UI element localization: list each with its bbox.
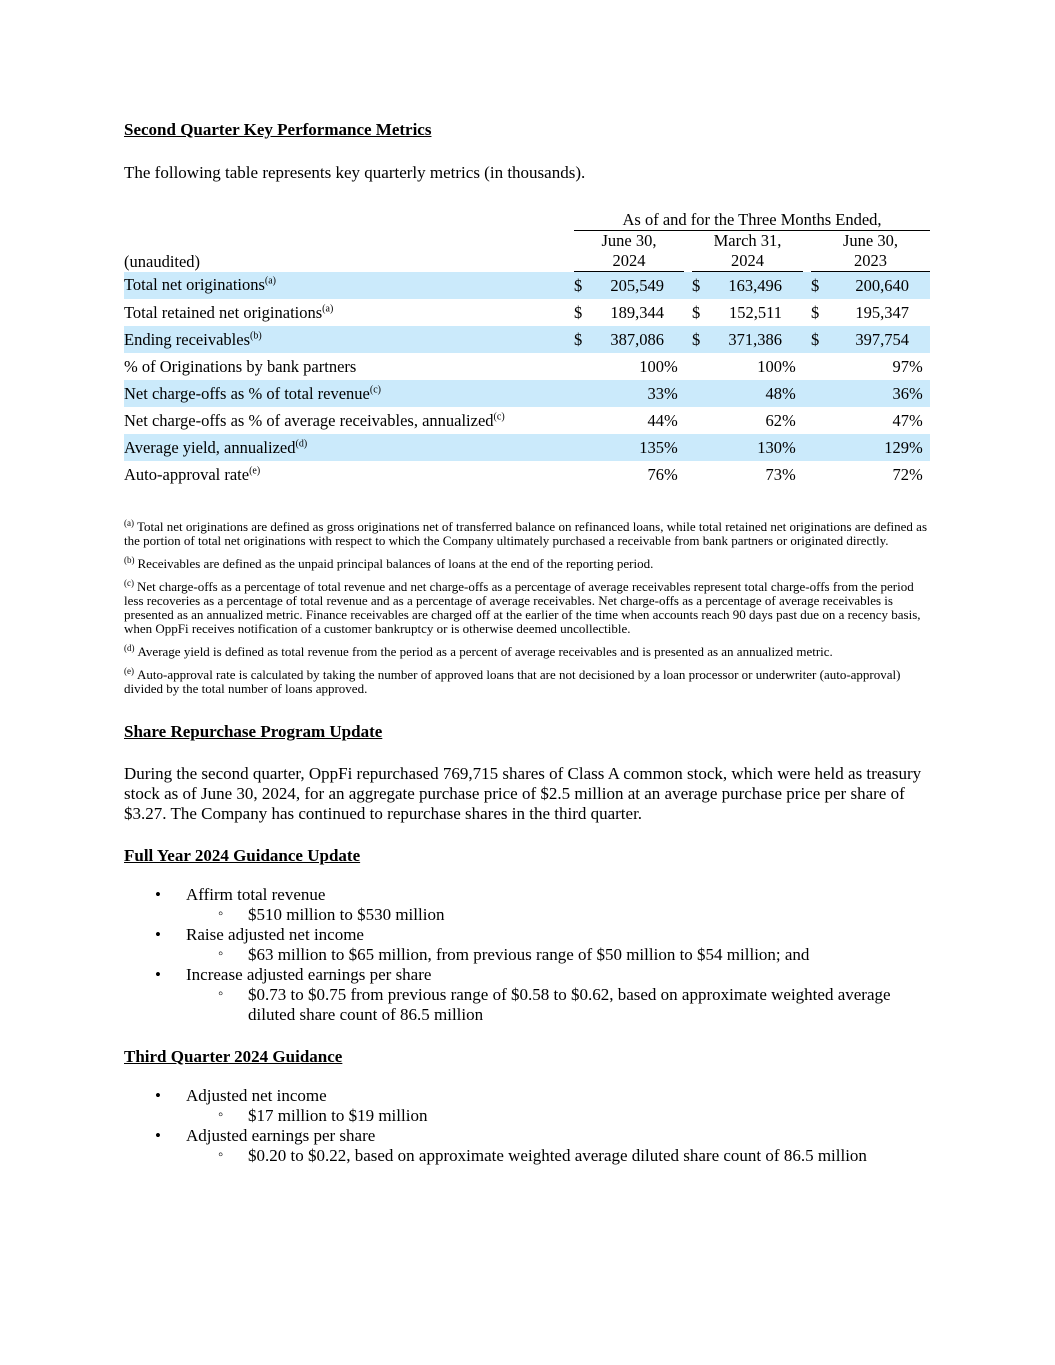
currency-cell: $ — [811, 329, 820, 349]
list-item-label: Affirm total revenue — [186, 885, 326, 904]
list-item — [124, 1086, 930, 1106]
list-item — [124, 925, 930, 945]
period-month: June 30, — [601, 231, 657, 250]
row-label: Average yield, annualized$^{(d)}$ — [124, 437, 308, 457]
currency-cell — [811, 407, 837, 434]
unit-cell: % — [909, 383, 923, 403]
value-cell: 152,511 — [728, 302, 782, 322]
value-cell: 72 — [892, 464, 909, 484]
list-subitem — [124, 985, 930, 1025]
list-subitem-text: $0.20 to $0.22, based on approximate weighted average diluted share count of 86.5 million — [248, 1146, 867, 1165]
unit-cell — [664, 299, 684, 326]
table-period-month-row — [124, 231, 930, 252]
footnotes-block — [124, 517, 930, 696]
row-label: Net charge-offs as % of average receivables, annualized$^{(c)}$ — [124, 410, 505, 430]
currency-cell: $ — [692, 329, 701, 349]
table-row — [124, 353, 930, 380]
list-subitem-text: $63 million to $65 million, from previous range of $50 million to $54 million; and — [248, 945, 810, 964]
value-cell: 205,549 — [610, 275, 664, 295]
table-row — [124, 326, 930, 353]
value-cell: 47 — [892, 410, 909, 430]
footnote-marker: (a) — [124, 517, 134, 528]
circle-bullet-icon: ◦ — [218, 1107, 224, 1123]
list-item-label: Raise adjusted net income — [186, 925, 364, 944]
circle-bullet-icon: ◦ — [218, 1147, 224, 1163]
unit-cell: % — [664, 410, 678, 430]
bullet-icon: • — [155, 925, 161, 944]
span-header: As of and for the Three Months Ended, — [574, 210, 930, 231]
table-row — [124, 461, 930, 488]
bullet-icon: • — [155, 965, 161, 984]
unit-cell: % — [909, 356, 923, 376]
value-cell: 135 — [639, 437, 664, 457]
footnote-ref: (a) — [322, 303, 334, 314]
key-performance-metrics-table — [124, 210, 930, 488]
list-subitem — [124, 1106, 930, 1126]
value-cell: 44 — [647, 410, 664, 430]
row-label: Net charge-offs as % of total revenue$^{(c)}$ — [124, 383, 381, 403]
value-cell: 163,496 — [728, 275, 782, 295]
share-repurchase-heading: Share Repurchase Program Update — [124, 722, 383, 741]
unit-cell: % — [664, 437, 678, 457]
footnote-e: $^{(e)}$ Auto-approval rate is calculated by taking the number of approved loans that are not decisioned by a loan processor or underwriter (auto-approval) divided by the total number of loans approved. — [124, 665, 901, 696]
unit-cell: % — [909, 464, 923, 484]
table-row — [124, 380, 930, 407]
list-subitem-text: $510 million to $530 million — [248, 905, 445, 924]
unit-cell — [782, 299, 803, 326]
list-item — [124, 885, 930, 905]
value-cell: 200,640 — [855, 275, 909, 295]
footnote-marker: (e) — [124, 665, 134, 676]
currency-cell: $ — [574, 329, 583, 349]
unit-cell: % — [782, 437, 796, 457]
metrics-section-heading: Second Quarter Key Performance Metrics — [124, 120, 432, 139]
value-cell: 189,344 — [610, 302, 664, 322]
unit-cell — [909, 299, 930, 326]
currency-cell — [692, 461, 718, 488]
list-subitem — [124, 1146, 930, 1166]
unit-cell: % — [909, 437, 923, 457]
currency-cell — [692, 434, 718, 461]
circle-bullet-icon: ◦ — [218, 946, 224, 962]
bullet-icon: • — [155, 885, 161, 904]
period-month: March 31, — [713, 231, 782, 250]
currency-cell — [574, 461, 600, 488]
footnote-ref: (e) — [249, 465, 261, 476]
period-year: 2024 — [574, 251, 684, 272]
unit-cell: % — [782, 383, 796, 403]
currency-cell: $ — [692, 275, 701, 295]
unit-cell: % — [664, 464, 678, 484]
table-period-year-row — [124, 251, 930, 272]
value-cell: 73 — [765, 464, 782, 484]
currency-cell — [811, 380, 837, 407]
currency-cell — [574, 380, 600, 407]
footnote-marker: (d) — [124, 642, 135, 653]
currency-cell — [811, 461, 837, 488]
currency-cell: $ — [574, 302, 583, 322]
unaudited-label: (unaudited) — [124, 251, 201, 271]
value-cell: 195,347 — [855, 302, 909, 322]
value-cell: 48 — [765, 383, 782, 403]
row-label: % of Originations by bank partners — [124, 356, 357, 376]
row-label: Ending receivables$^{(b)}$ — [124, 329, 262, 349]
unit-cell — [909, 326, 930, 353]
currency-cell — [692, 407, 718, 434]
value-cell: 76 — [647, 464, 664, 484]
value-cell: 100 — [757, 356, 782, 376]
currency-cell — [811, 353, 837, 380]
value-cell: 97 — [892, 356, 909, 376]
circle-bullet-icon: ◦ — [218, 906, 224, 922]
list-subitem-text: $0.73 to $0.75 from previous range of $0.58 to $0.62, based on approximate weighted average diluted share count of 86.5 million — [248, 985, 891, 1024]
metrics-intro-text: The following table represents key quarterly metrics (in thousands). — [124, 163, 586, 182]
share-repurchase-body: During the second quarter, OppFi repurchased 769,715 shares of Class A common stock, which were held as treasury stock as of June 30, 2024, for an aggregate purchase price of $2.5 million at an average purchase price per share of $3.27. The Company has continued to repurchase shares in the third quarter. — [124, 764, 922, 823]
value-cell: 62 — [765, 410, 782, 430]
currency-cell: $ — [574, 275, 583, 295]
unit-cell: % — [782, 464, 796, 484]
row-label: Total retained net originations$^{(a)}$ — [124, 302, 334, 322]
row-label: Auto-approval rate$^{(e)}$ — [124, 464, 261, 484]
unit-cell — [664, 326, 684, 353]
footnote-ref: (c) — [369, 384, 381, 395]
period-month: June 30, — [843, 231, 899, 250]
currency-cell: $ — [811, 302, 820, 322]
value-cell: 36 — [892, 383, 909, 403]
q3-guidance-heading: Third Quarter 2024 Guidance — [124, 1047, 343, 1066]
currency-cell — [811, 434, 837, 461]
value-cell: 371,386 — [728, 329, 782, 349]
bullet-icon: • — [155, 1126, 161, 1145]
currency-cell: $ — [811, 275, 820, 295]
footnote-ref: (d) — [295, 438, 308, 449]
list-item-label: Increase adjusted earnings per share — [186, 965, 432, 984]
unit-cell: % — [782, 410, 796, 430]
unit-cell: % — [664, 383, 678, 403]
list-item-label: Adjusted earnings per share — [186, 1126, 376, 1145]
period-year: 2024 — [692, 251, 803, 272]
value-cell: 387,086 — [610, 329, 664, 349]
footnote-marker: (b) — [124, 554, 135, 565]
period-year: 2023 — [811, 251, 930, 272]
unit-cell — [909, 272, 930, 300]
value-cell: 129 — [884, 437, 909, 457]
footnote-c: $^{(c)}$ Net charge-offs as a percentage of total revenue and net charge-offs as a percentage of average receivables represent total charge-offs from the period less recoveries as a percentage of total revenue and as a percentage of average receivables. Net charge-offs as a percentage of average receivables is presented as an annualized metric. Finance receivables are charged off at the earlier of the time when accounts reach 90 days past due on a recency basis, when OppFi receives notification of a customer bankruptcy or is otherwise deemed uncollectible. — [124, 577, 921, 636]
unit-cell: % — [909, 410, 923, 430]
currency-cell — [574, 353, 600, 380]
value-cell: 33 — [647, 383, 664, 403]
row-label: Total net originations$^{(a)}$ — [124, 275, 277, 295]
footnote-b: $^{(b)}$ Receivables are defined as the unpaid principal balances of loans at the end of the reporting period. — [124, 554, 654, 571]
list-subitem — [124, 945, 930, 965]
list-subitem-text: $17 million to $19 million — [248, 1106, 428, 1125]
table-row — [124, 299, 930, 326]
footnote-d: $^{(d)}$ Average yield is defined as total revenue from the period as a percent of average receivables and is presented as an annualized metric. — [124, 642, 833, 659]
currency-cell — [692, 353, 718, 380]
table-row — [124, 272, 930, 300]
table-row — [124, 407, 930, 434]
q3-guidance-list — [124, 1086, 930, 1166]
bullet-icon: • — [155, 1086, 161, 1105]
footnote-ref: (c) — [493, 411, 505, 422]
value-cell: 397,754 — [855, 329, 909, 349]
list-item — [124, 965, 930, 985]
table-span-header-row — [124, 210, 930, 231]
footnote-ref: (b) — [250, 330, 262, 341]
table-row — [124, 434, 930, 461]
currency-cell: $ — [692, 302, 701, 322]
unit-cell: % — [664, 356, 678, 376]
footnote-ref: (a) — [264, 275, 277, 287]
unit-cell: % — [782, 356, 796, 376]
full-year-guidance-heading: Full Year 2024 Guidance Update — [124, 846, 361, 865]
circle-bullet-icon: ◦ — [218, 986, 224, 1002]
list-subitem — [124, 905, 930, 925]
list-item-label: Adjusted net income — [186, 1086, 327, 1105]
list-item — [124, 1126, 930, 1146]
footnote-a: $^{(a)}$ Total net originations are defined as gross originations net of transferred balance on refinanced loans, while total retained net originations are defined as the portion of total net originations with respect to which the Company ultimately purchased a receivable from bank partners or originated directly. — [124, 517, 928, 548]
unit-cell — [782, 326, 803, 353]
value-cell: 130 — [757, 437, 782, 457]
currency-cell — [574, 407, 600, 434]
unit-cell — [664, 272, 684, 300]
footnote-marker: (c) — [124, 577, 134, 588]
currency-cell — [692, 380, 718, 407]
full-year-guidance-list — [124, 885, 930, 1025]
value-cell: 100 — [639, 356, 664, 376]
currency-cell — [574, 434, 600, 461]
unit-cell — [782, 272, 803, 300]
